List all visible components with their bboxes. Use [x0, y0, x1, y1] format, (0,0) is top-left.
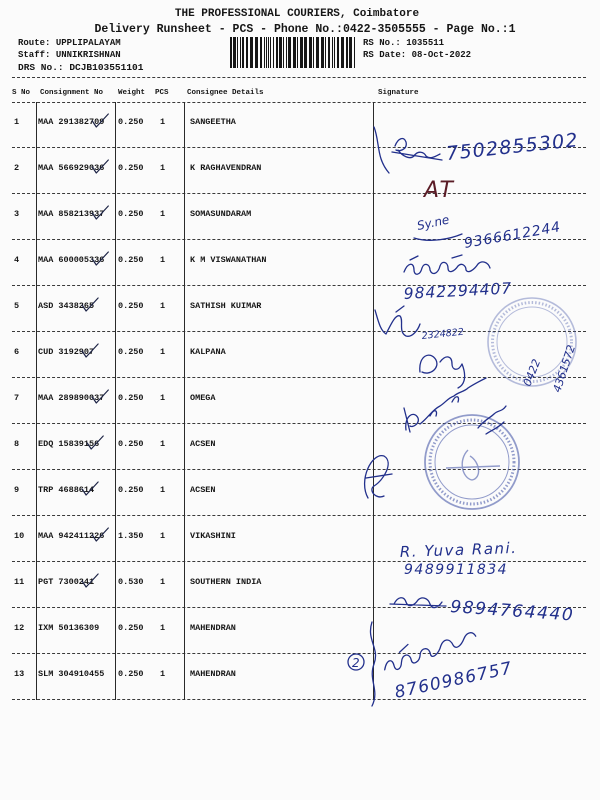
column-divider — [36, 102, 37, 700]
weight-value: 1.350 — [118, 531, 144, 541]
barcode-bar — [332, 37, 333, 68]
weight-value: 0.250 — [118, 393, 144, 403]
serial-number: 6 — [14, 347, 20, 357]
handwritten-phone-row-10: 9489911834 — [404, 562, 509, 578]
weight-value: 0.250 — [118, 347, 144, 357]
serial-number: 8 — [14, 439, 20, 449]
column-header-signature: Signature — [378, 89, 419, 97]
staff-line — [18, 50, 121, 61]
consignment-number: MAA 600005336 — [38, 255, 105, 265]
weight-value: 0.250 — [118, 439, 144, 449]
pieces-count: 1 — [160, 117, 166, 127]
barcode-bar — [341, 37, 344, 68]
serial-number: 12 — [14, 623, 25, 633]
runsheet-row — [12, 240, 586, 286]
staff-label: Staff: — [18, 50, 51, 60]
serial-number: 3 — [14, 209, 20, 219]
column-header-consignee: Consignee Details — [187, 89, 264, 97]
barcode-bar — [349, 37, 352, 68]
consignee-name: KALPANA — [190, 347, 226, 357]
column-divider — [373, 102, 374, 700]
staff-value: UNNIKRISHNAN — [55, 50, 121, 60]
consignee-name: ACSEN — [190, 439, 216, 449]
consignee-name: SOMASUNDARAM — [190, 209, 252, 219]
weight-value: 0.250 — [118, 485, 144, 495]
barcode-bar — [276, 37, 278, 68]
rs-date-line — [363, 50, 471, 61]
runsheet-row — [12, 654, 586, 700]
weight-value: 0.250 — [118, 255, 144, 265]
barcode-bar — [297, 37, 298, 68]
consignment-number: ASD 3438265 — [38, 301, 95, 311]
pieces-count: 1 — [160, 577, 166, 587]
consignee-name: ACSEN — [190, 485, 216, 495]
runsheet-row — [12, 148, 586, 194]
pieces-count: 1 — [160, 531, 166, 541]
serial-number: 1 — [14, 117, 20, 127]
pieces-count: 1 — [160, 485, 166, 495]
consignment-number: CUD 3192907 — [38, 347, 95, 357]
column-header-weight: Weight — [118, 89, 146, 97]
consignee-name: SATHISH KUIMAR — [190, 301, 262, 311]
barcode-bar — [286, 37, 287, 68]
rs-date-label: RS Date: — [363, 50, 407, 60]
barcode-bar — [309, 37, 312, 68]
barcode-bar — [354, 37, 355, 68]
handwritten-number-row-6a: 0422 — [520, 357, 544, 389]
runsheet-row — [12, 470, 586, 516]
pieces-count: 1 — [160, 163, 166, 173]
handwritten-name-row-10: R. Yuva Rani. — [399, 538, 518, 561]
column-header-consignment: Consignment No — [40, 89, 104, 97]
barcode-bar — [250, 37, 253, 68]
consignee-name: K RAGHAVENDRAN — [190, 163, 262, 173]
consignment-number: TRP 4688614 — [38, 485, 95, 495]
barcode-bar — [233, 37, 236, 68]
column-header-pcs: PCS — [155, 89, 169, 97]
barcode-bar — [337, 37, 339, 68]
handwritten-phone-row-4: 9842294407 — [403, 279, 513, 303]
pieces-count: 1 — [160, 669, 166, 679]
consignee-name: VIKASHINI — [190, 531, 236, 541]
route-value: UPPLIPALAYAM — [55, 38, 121, 48]
barcode-bar — [293, 37, 296, 68]
consignee-name: K M VISWANATHAN — [190, 255, 267, 265]
serial-number: 7 — [14, 393, 20, 403]
weight-value: 0.250 — [118, 623, 144, 633]
runsheet-row — [12, 378, 586, 424]
weight-value: 0.250 — [118, 669, 144, 679]
column-divider — [184, 102, 185, 700]
weight-value: 0.250 — [118, 209, 144, 219]
weight-value: 0.530 — [118, 577, 144, 587]
runsheet-row — [12, 194, 586, 240]
runsheet-row — [12, 562, 586, 608]
consignee-name: SANGEETHA — [190, 117, 236, 127]
company-name: THE PROFESSIONAL COURIERS, Coimbatore — [174, 8, 420, 20]
column-divider — [115, 102, 116, 700]
barcode-bar — [264, 37, 265, 68]
serial-number: 13 — [14, 669, 25, 679]
barcode-bar — [321, 37, 324, 68]
barcode-bar — [240, 37, 241, 68]
barcode — [230, 37, 356, 68]
consignment-number: MAA 289890037 — [38, 393, 105, 403]
weight-value: 0.250 — [118, 117, 144, 127]
dashed-divider — [12, 77, 586, 78]
consignee-name: MAHENDRAN — [190, 669, 236, 679]
runsheet-row — [12, 608, 586, 654]
runsheet-row — [12, 516, 586, 562]
barcode-bar — [230, 37, 232, 68]
pieces-count: 1 — [160, 439, 166, 449]
handwritten-phone-row-13: 8760986757 — [392, 658, 515, 703]
consignee-name: MAHENDRAN — [190, 623, 236, 633]
rs-number-line — [363, 38, 444, 49]
consignee-name: SOUTHERN INDIA — [190, 577, 262, 587]
drs-label: DRS No.: — [18, 62, 64, 73]
barcode-bar — [334, 37, 335, 68]
barcode-bar — [328, 37, 330, 68]
serial-number: 11 — [14, 577, 25, 587]
consignment-number: MAA 566929036 — [38, 163, 105, 173]
route-label: Route: — [18, 38, 51, 48]
drs-value: DCJB103551101 — [69, 62, 144, 73]
handwritten-phone-row-1: 7502855302 — [445, 129, 580, 165]
handwritten-note-row-2: AT — [424, 178, 455, 203]
serial-number: 2 — [14, 163, 20, 173]
consignment-number: IXM 50136309 — [38, 623, 100, 633]
barcode-bar — [288, 37, 291, 68]
barcode-bar — [237, 37, 238, 68]
pieces-count: 1 — [160, 255, 166, 265]
serial-number: 4 — [14, 255, 20, 265]
barcode-bar — [270, 37, 271, 68]
rs-number-label: RS No.: — [363, 38, 401, 48]
consignee-name: OMEGA — [190, 393, 216, 403]
consignment-number: PGT 7300241 — [38, 577, 95, 587]
handwritten-mark-row-12: 2 — [352, 656, 360, 670]
barcode-bar — [260, 37, 262, 68]
barcode-bar — [266, 37, 267, 68]
barcode-bar — [268, 37, 269, 68]
barcode-bar — [346, 37, 348, 68]
pieces-count: 1 — [160, 623, 166, 633]
barcode-bar — [316, 37, 319, 68]
barcode-bar — [255, 37, 258, 68]
runsheet-row — [12, 332, 586, 378]
pieces-count: 1 — [160, 209, 166, 219]
consignment-number: EDQ 15839156 — [38, 439, 100, 449]
barcode-bar — [279, 37, 282, 68]
handwritten-number-row-5: 2324822 — [421, 326, 465, 342]
runsheet-title: Delivery Runsheet - PCS - Phone No.:0422-3505555 - Page No.:1 — [94, 23, 516, 36]
rs-number-value: 1035511 — [406, 38, 445, 48]
weight-value: 0.250 — [118, 163, 144, 173]
runsheet-row — [12, 424, 586, 470]
handwritten-name-row-3: Sy.ne — [415, 212, 451, 233]
route-line — [18, 38, 121, 49]
serial-number: 9 — [14, 485, 20, 495]
drs-line — [18, 62, 143, 73]
barcode-bar — [325, 37, 326, 68]
pieces-count: 1 — [160, 393, 166, 403]
handwritten-phone-row-3: 9366612244 — [462, 219, 563, 252]
barcode-bar — [242, 37, 244, 68]
consignment-number: SLM 304910455 — [38, 669, 105, 679]
column-header-sno: S No — [12, 89, 31, 97]
rs-date-value: 08-Oct-2022 — [411, 50, 472, 60]
serial-number: 5 — [14, 301, 20, 311]
barcode-bar — [246, 37, 248, 68]
barcode-bar — [273, 37, 274, 68]
barcode-bar — [300, 37, 303, 68]
weight-value: 0.250 — [118, 301, 144, 311]
handwritten-phone-row-11: 9894764440 — [449, 597, 575, 626]
consignment-number: MAA 291382709 — [38, 117, 105, 127]
consignment-number: MAA 858213937 — [38, 209, 105, 219]
barcode-bar — [283, 37, 284, 68]
handwritten-number-row-6b: 4361572 — [550, 343, 578, 394]
runsheet-row — [12, 102, 586, 148]
barcode-bar — [313, 37, 314, 68]
serial-number: 10 — [14, 531, 25, 541]
consignment-number: MAA 942411226 — [38, 531, 105, 541]
pieces-count: 1 — [160, 301, 166, 311]
runsheet-row — [12, 286, 586, 332]
pieces-count: 1 — [160, 347, 166, 357]
barcode-bar — [304, 37, 307, 68]
